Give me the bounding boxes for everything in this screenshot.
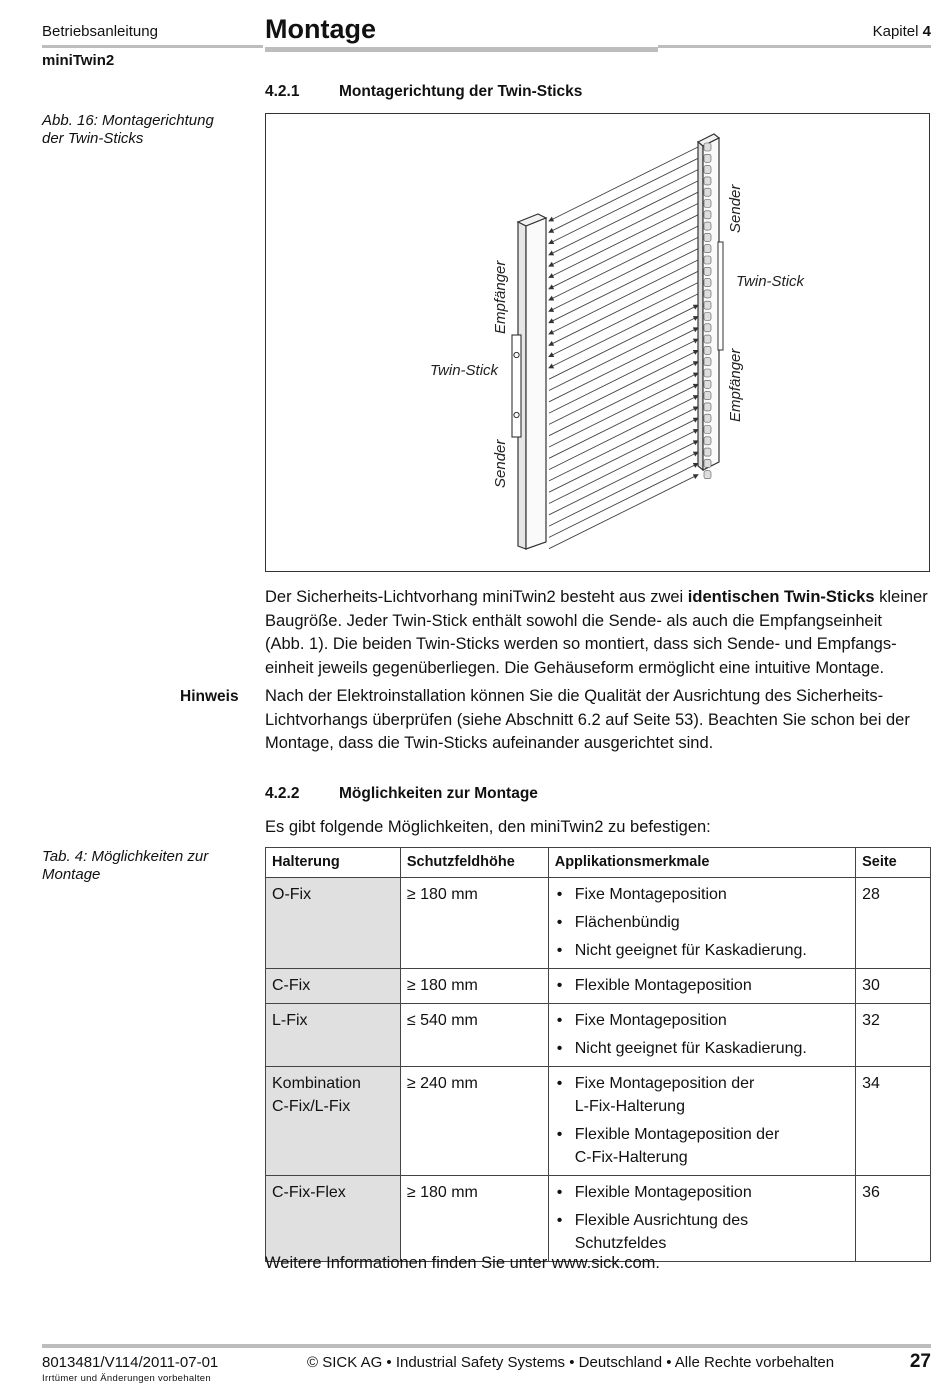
figure-caption xyxy=(42,112,214,148)
list-item: • Fixe Montageposition xyxy=(555,883,849,906)
lens-element xyxy=(704,267,711,275)
figure-caption-line: der Twin-Sticks xyxy=(42,130,144,147)
table-header-row xyxy=(266,848,931,878)
lens-element xyxy=(704,414,711,422)
list-item xyxy=(555,1123,849,1169)
beam-line xyxy=(549,192,698,266)
lens-element xyxy=(704,200,711,208)
beam-line xyxy=(549,441,698,515)
chapter-indicator xyxy=(873,23,931,40)
footer-rule xyxy=(42,1344,931,1348)
cell-seite: 34 xyxy=(856,1067,931,1176)
chapter-label: Kapitel xyxy=(872,23,919,40)
table-row xyxy=(266,1004,931,1067)
table-row xyxy=(266,1067,931,1176)
label-left-empfaenger: Empfänger xyxy=(492,260,509,334)
lens-element xyxy=(704,245,711,253)
cell-hoehe: ≥ 180 mm xyxy=(400,878,548,969)
lens-element xyxy=(704,211,711,219)
lens-element xyxy=(704,154,711,162)
list-item-line: • Flexible Montageposition der xyxy=(574,1126,780,1143)
paragraph-line: Baugröße. Jeder Twin-Stick enthält sowohl die Sende- als auch die Empfangseinheit xyxy=(265,611,882,630)
paragraph-intro xyxy=(265,586,931,680)
note-label: Hinweis xyxy=(180,688,239,705)
mounting-options-table xyxy=(265,847,931,1262)
beam-line xyxy=(549,452,698,526)
table-caption-line: Tab. 4: Möglichkeiten zur xyxy=(42,848,209,865)
header-seite: Seite xyxy=(856,848,931,878)
table-caption-line: Montage xyxy=(42,866,101,883)
left-twin-stick-shape xyxy=(512,214,546,549)
beam-line xyxy=(549,430,698,504)
cell-text: C-Fix-Flex xyxy=(272,1184,346,1201)
list-item xyxy=(555,1209,849,1255)
beam-line xyxy=(549,384,698,458)
list-item: • Flächenbündig xyxy=(555,911,849,934)
cell-text: L-Fix xyxy=(272,1012,308,1029)
beam-line xyxy=(549,237,698,311)
beam-line xyxy=(549,147,698,221)
beam-line xyxy=(549,226,698,300)
list-item-line: C-Fix-Halterung xyxy=(574,1149,688,1166)
lens-element xyxy=(704,256,711,264)
section-422-number: 4.2.2 xyxy=(265,785,300,802)
paragraph-line: einheit jeweils gegenüberliegen. Die Gehäuseform ermöglicht eine intuitive Montage. xyxy=(265,658,885,677)
beam-line xyxy=(549,339,698,413)
list-item: • Flexible Montageposition xyxy=(555,1181,849,1204)
label-left-twin-stick: Twin-Stick xyxy=(430,362,499,379)
beam-line xyxy=(549,463,698,537)
lens-element xyxy=(704,459,711,467)
cell-seite: 30 xyxy=(856,969,931,1004)
cell-merkmale xyxy=(548,878,855,969)
section-421-number: 4.2.1 xyxy=(265,83,300,100)
section-title: Montage xyxy=(265,14,376,44)
list-item: • Nicht geeignet für Kaskadierung. xyxy=(555,1037,849,1060)
cell-text: C-Fix xyxy=(272,977,311,994)
beam-line xyxy=(549,181,698,255)
list-item-line: • Fixe Montageposition der xyxy=(574,1075,755,1092)
beam-line xyxy=(549,260,698,334)
cell-seite: 28 xyxy=(856,878,931,969)
text-span: Der Sicherheits-Lichtvorhang miniTwin2 besteht aus zwei xyxy=(265,588,688,606)
lens-element xyxy=(704,143,711,151)
cell-halterung xyxy=(266,1176,401,1262)
right-twin-stick-shape xyxy=(698,134,723,479)
lens-element xyxy=(704,369,711,377)
beam-line xyxy=(549,475,698,549)
lens-element xyxy=(704,380,711,388)
lens-element xyxy=(704,437,711,445)
cell-hoehe: ≤ 540 mm xyxy=(400,1004,548,1067)
cell-hoehe: ≥ 240 mm xyxy=(400,1067,548,1176)
light-beams xyxy=(549,147,698,549)
beam-line xyxy=(549,294,698,368)
list-item: • Fixe Montageposition xyxy=(555,1009,849,1032)
lens-element xyxy=(704,403,711,411)
cell-text: O-Fix xyxy=(272,886,312,903)
label-left-sender: Sender xyxy=(492,439,509,488)
label-right-twin-stick: Twin-Stick xyxy=(736,273,805,290)
header-rule-main xyxy=(265,47,658,52)
product-name: miniTwin2 xyxy=(42,52,115,69)
beam-line xyxy=(549,362,698,436)
beam-line xyxy=(549,249,698,323)
note-line: Nach der Elektroinstallation können Sie die Qualität der Ausrichtung des Sicherheits- xyxy=(265,687,884,705)
lens-element xyxy=(704,233,711,241)
text-span: kleiner xyxy=(874,588,928,606)
beam-line xyxy=(549,396,698,470)
lens-element xyxy=(704,392,711,400)
emphasis-text: identischen Twin-Sticks xyxy=(687,588,875,606)
footer-page-number: 27 xyxy=(909,1351,931,1372)
footer-doc-number: 8013481/V114/2011-07-01 xyxy=(42,1354,219,1371)
beam-line xyxy=(549,215,698,289)
lens-element xyxy=(704,324,711,332)
beam-line xyxy=(549,204,698,278)
list-item: • Flexible Montageposition xyxy=(555,974,849,997)
header-applikationsmerkmale: Applikationsmerkmale xyxy=(548,848,855,878)
cell-hoehe: ≥ 180 mm xyxy=(400,969,548,1004)
header-rule-left xyxy=(42,45,263,48)
cell-seite: 32 xyxy=(856,1004,931,1067)
beam-line xyxy=(549,373,698,447)
list-item-line: Schutzfeldes xyxy=(574,1235,667,1252)
cell-halterung xyxy=(266,969,401,1004)
beam-line xyxy=(549,328,698,402)
lens-element xyxy=(704,471,711,479)
cell-merkmale xyxy=(548,1176,855,1262)
lens-element xyxy=(704,290,711,298)
list-item: • Nicht geeignet für Kaskadierung. xyxy=(555,939,849,962)
figure-caption-line: Abb. 16: Montagerichtung xyxy=(42,112,214,129)
cell-text: C-Fix/L-Fix xyxy=(272,1098,351,1115)
cell-text: Kombination xyxy=(272,1075,361,1092)
beam-line xyxy=(549,350,698,424)
label-right-empfaenger: Empfänger xyxy=(727,348,744,422)
header-rule-right xyxy=(658,45,931,48)
lens-element xyxy=(704,222,711,230)
lens-element xyxy=(704,166,711,174)
chapter-number: 4 xyxy=(922,23,931,40)
beam-line xyxy=(549,158,698,232)
lens-element xyxy=(704,448,711,456)
section-422-title: Möglichkeiten zur Montage xyxy=(339,785,538,802)
cell-merkmale xyxy=(548,1067,855,1176)
note-line: Montage, dass die Twin-Sticks aufeinander ausgerichtet sind. xyxy=(265,734,714,752)
header-schutzfeldhoehe: Schutzfeldhöhe xyxy=(400,848,548,878)
doc-type: Betriebsanleitung xyxy=(42,23,158,40)
cell-halterung xyxy=(266,878,401,969)
figure-twin-sticks xyxy=(265,113,930,572)
beam-line xyxy=(549,418,698,492)
list-item xyxy=(555,1072,849,1118)
table-row xyxy=(266,969,931,1004)
section-421-title: Montagerichtung der Twin-Sticks xyxy=(339,83,583,100)
note-text xyxy=(265,685,931,756)
table-caption xyxy=(42,848,208,884)
header-halterung: Halterung xyxy=(266,848,401,878)
cell-halterung xyxy=(266,1067,401,1176)
label-right-sender: Sender xyxy=(727,184,744,233)
list-item-line: L-Fix-Halterung xyxy=(574,1098,685,1115)
beam-line xyxy=(549,407,698,481)
lens-element xyxy=(704,279,711,287)
beam-line xyxy=(549,283,698,357)
lens-element xyxy=(704,313,711,321)
paragraph-line xyxy=(265,586,931,610)
beam-line xyxy=(549,317,698,391)
lens-element xyxy=(704,358,711,366)
beam-line xyxy=(549,305,698,379)
section-422-intro: Es gibt folgende Möglichkeiten, den miniTwin2 zu befestigen: xyxy=(265,818,711,836)
closing-text: Weitere Informationen finden Sie unter www.sick.com. xyxy=(265,1254,660,1272)
footer-disclaimer: Irrtümer und Änderungen vorbehalten xyxy=(42,1373,211,1384)
list-item-line: • Flexible Ausrichtung des xyxy=(574,1212,749,1229)
lens-element xyxy=(704,188,711,196)
twin-stick-diagram xyxy=(266,114,929,571)
lens-element xyxy=(704,346,711,354)
beam-line xyxy=(549,271,698,345)
table-row xyxy=(266,1176,931,1262)
beam-line xyxy=(549,170,698,244)
cell-merkmale xyxy=(548,969,855,1004)
lens-element xyxy=(704,335,711,343)
cell-hoehe: ≥ 180 mm xyxy=(400,1176,548,1262)
cell-seite: 36 xyxy=(856,1176,931,1262)
lens-element xyxy=(704,177,711,185)
paragraph-line: (Abb. 1). Die beiden Twin-Sticks werden so montiert, dass sich Sende- und Empfangs- xyxy=(265,635,897,653)
lens-element xyxy=(704,426,711,434)
cell-merkmale xyxy=(548,1004,855,1067)
table-row xyxy=(266,878,931,969)
note-line: Lichtvorhangs überprüfen (siehe Abschnitt 6.2 auf Seite 53). Beachten Sie schon bei der xyxy=(265,710,910,729)
footer-copyright: © SICK AG • Industrial Safety Systems • Deutschland • Alle Rechte vorbehalten xyxy=(307,1354,835,1371)
lens-element xyxy=(704,301,711,309)
cell-halterung xyxy=(266,1004,401,1067)
